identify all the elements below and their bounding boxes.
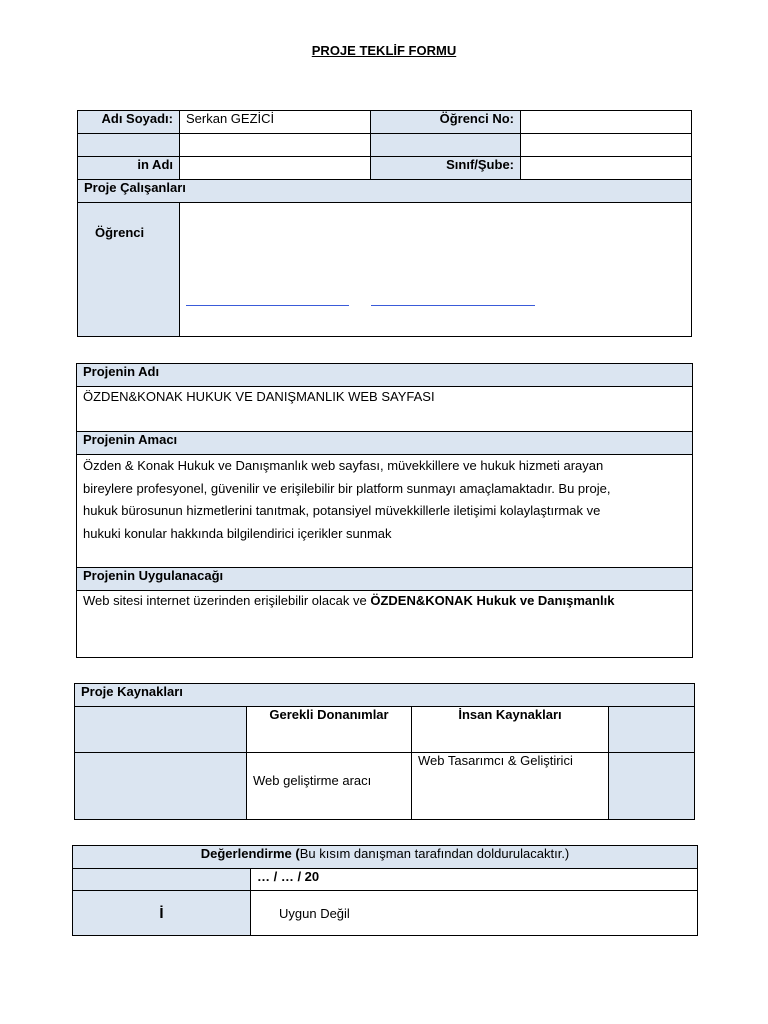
resources-corner-cell <box>75 707 247 753</box>
resources-extra-cell <box>609 753 695 820</box>
evaluation-score-label <box>73 869 251 891</box>
evaluation-table <box>72 845 698 936</box>
purpose-line: hukuk bürosunun hizmetlerini tanıtmak, potansiyel müvekkillerle iletişimi kolaylaştırmak ve <box>83 503 601 518</box>
student-no-label: Öğrenci No: <box>371 111 521 134</box>
hardware-value[interactable]: Web geliştirme aracı <box>247 753 412 820</box>
evaluation-mark: İ <box>73 891 251 936</box>
apply-bold-text: ÖZDEN&KONAK Hukuk ve Danışmanlık <box>370 593 615 608</box>
project-workers-label: Proje Çalışanları <box>78 180 692 203</box>
project-apply-text[interactable] <box>77 591 693 658</box>
name-label: Adı Soyadı: <box>78 111 180 134</box>
signature-line-2 <box>371 305 535 306</box>
evaluation-score[interactable]: … / … / 20 <box>251 869 698 891</box>
purpose-line: Özden & Konak Hukuk ve Danışmanlık web sayfası, müvekkillere ve hukuk hizmeti arayan <box>83 458 604 473</box>
class-label: Sınıf/Şube: <box>371 157 521 180</box>
student-info-table <box>77 110 692 337</box>
row2-value[interactable] <box>180 157 371 180</box>
form-title: PROJE TEKLİF FORMU <box>311 43 457 58</box>
empty-label-cell <box>78 134 180 157</box>
resources-table <box>74 683 695 820</box>
signature-line-1 <box>186 305 349 306</box>
project-details-table <box>76 363 693 658</box>
evaluation-label-bold: Değerlendirme ( <box>200 846 300 861</box>
resources-extra-header <box>609 707 695 753</box>
evaluation-label <box>73 846 698 869</box>
empty-value-cell-2[interactable] <box>521 134 692 157</box>
student-label: Öğrenci <box>78 203 180 337</box>
class-value[interactable] <box>521 157 692 180</box>
name-value[interactable]: Serkan GEZİCİ <box>180 111 371 134</box>
student-no-value[interactable] <box>521 111 692 134</box>
project-purpose-text[interactable] <box>77 455 693 568</box>
project-name-value[interactable]: ÖZDEN&KONAK HUKUK VE DANIŞMANLIK WEB SAYFASI <box>77 387 693 432</box>
evaluation-result[interactable]: Uygun Değil <box>251 891 698 936</box>
apply-text: Web sitesi internet üzerinden erişilebilir olacak ve <box>83 593 371 608</box>
project-name-label: Projenin Adı <box>77 364 693 387</box>
human-resources-header: İnsan Kaynakları <box>412 707 609 753</box>
evaluation-label-note: Bu kısım danışman tarafından doldurulacaktır.) <box>299 846 570 861</box>
row2-label: in Adı <box>78 157 180 180</box>
hardware-header: Gerekli Donanımlar <box>247 707 412 753</box>
resources-row-label <box>75 753 247 820</box>
project-apply-label: Projenin Uygulanacağı <box>77 568 693 591</box>
student-list-area[interactable] <box>180 203 692 337</box>
human-resources-value[interactable]: Web Tasarımcı & Geliştirici <box>412 753 609 820</box>
empty-value-cell[interactable] <box>180 134 371 157</box>
purpose-line: hukuki konular hakkında bilgilendirici içerikler sunmak <box>83 525 392 541</box>
empty-label-cell-2 <box>371 134 521 157</box>
resources-label: Proje Kaynakları <box>75 684 695 707</box>
purpose-line: bireylere profesyonel, güvenilir ve erişilebilir bir platform sunmayı amaçlamaktadır. Bu proje, <box>83 480 611 496</box>
project-purpose-label: Projenin Amacı <box>77 432 693 455</box>
